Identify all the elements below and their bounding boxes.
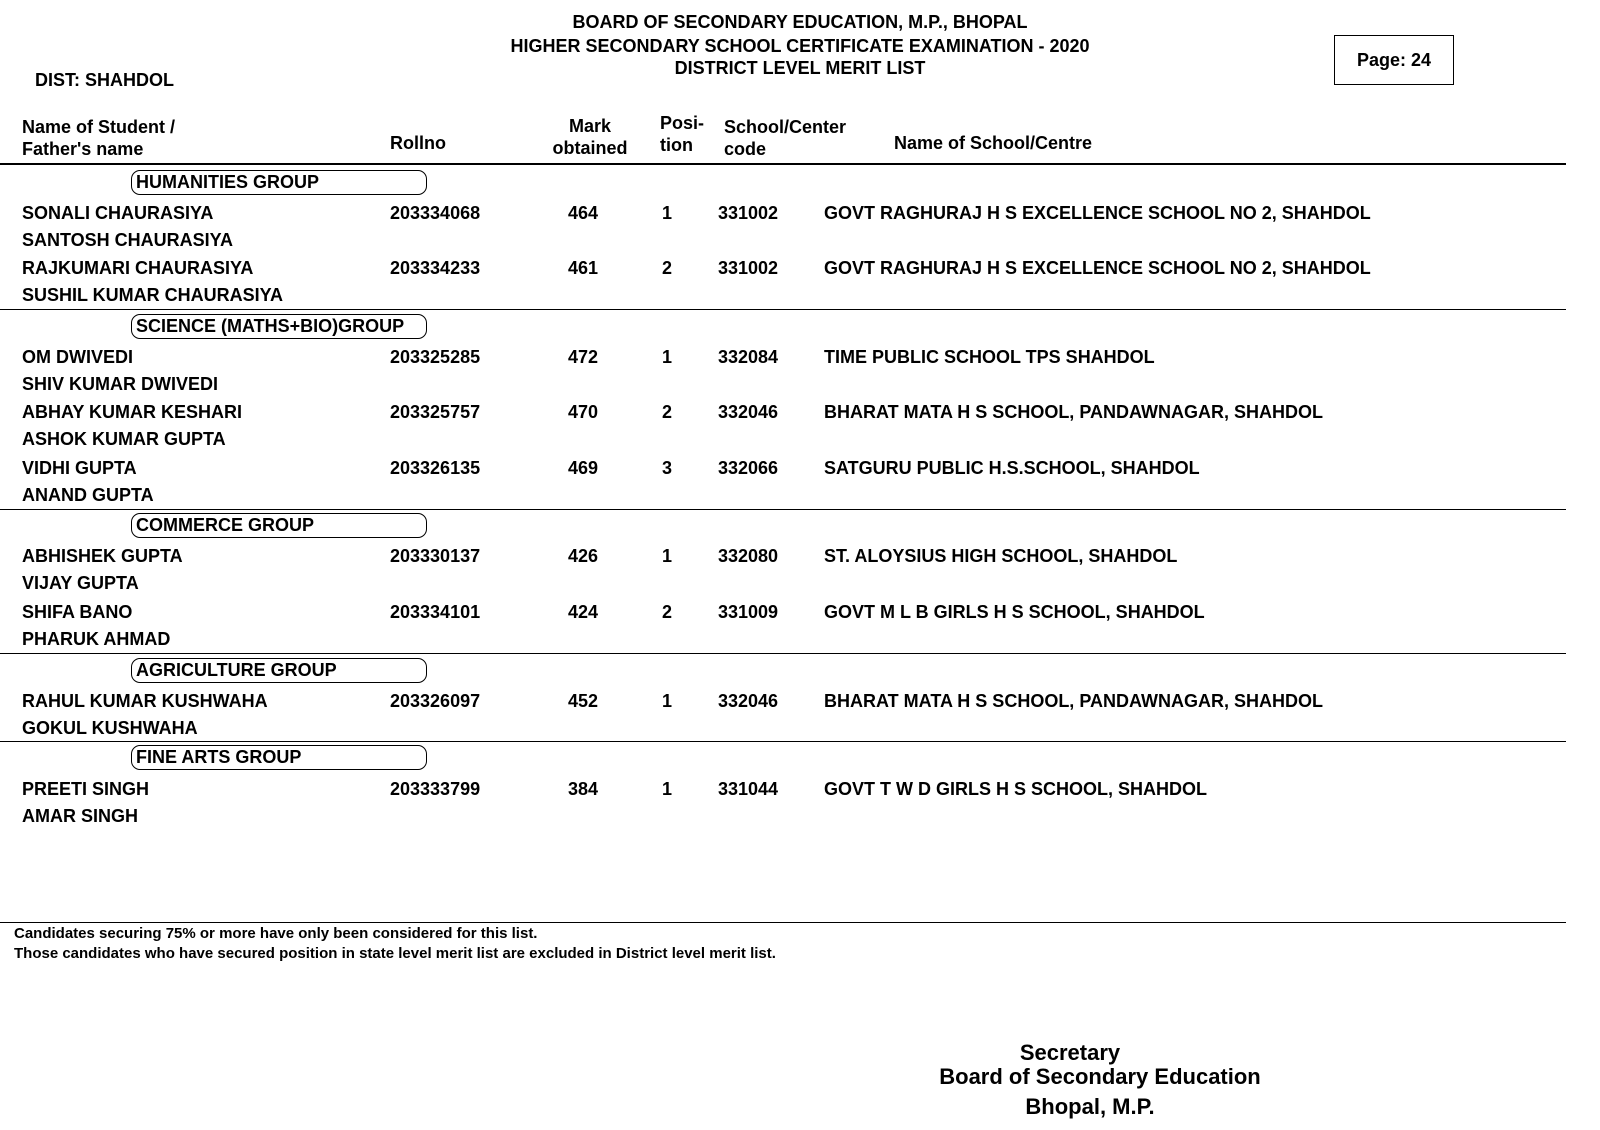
page-number: Page: 24 bbox=[1356, 49, 1432, 70]
school-name: GOVT T W D GIRLS H S SCHOOL, SHAHDOL bbox=[824, 779, 1208, 799]
school-name: GOVT RAGHURAJ H S EXCELLENCE SCHOOL NO 2, SHAHDOL bbox=[824, 258, 1371, 278]
student-marks: 461 bbox=[567, 258, 599, 278]
student-marks: 452 bbox=[567, 691, 599, 711]
father-name: VIJAY GUPTA bbox=[22, 573, 139, 593]
student-name: SONALI CHAURASIYA bbox=[22, 203, 214, 223]
school-name: TIME PUBLIC SCHOOL TPS SHAHDOL bbox=[824, 347, 1155, 367]
school-name: GOVT RAGHURAJ H S EXCELLENCE SCHOOL NO 2, SHAHDOL bbox=[824, 203, 1371, 223]
note-exclusion: Those candidates who have secured position in state level merit list are excluded in District level merit list. bbox=[14, 945, 776, 962]
group-label-agriculture: AGRICULTURE GROUP bbox=[131, 658, 427, 683]
student-rollno: 203334233 bbox=[390, 258, 481, 278]
student-marks: 426 bbox=[567, 546, 599, 566]
father-name: SUSHIL KUMAR CHAURASIYA bbox=[22, 285, 284, 305]
student-rollno: 203326097 bbox=[390, 691, 481, 711]
column-header-name-line1: Name of Student / bbox=[22, 117, 176, 137]
school-name: BHARAT MATA H S SCHOOL, PANDAWNAGAR, SHAHDOL bbox=[824, 402, 1323, 422]
column-header-position bbox=[660, 112, 704, 156]
column-header-rollno: Rollno bbox=[390, 133, 446, 153]
group-divider bbox=[0, 509, 1566, 510]
student-position: 2 bbox=[661, 258, 672, 278]
student-position: 3 bbox=[661, 458, 672, 478]
student-marks: 470 bbox=[567, 402, 599, 422]
student-marks: 384 bbox=[567, 779, 599, 799]
header-divider bbox=[0, 163, 1566, 165]
student-rollno: 203334101 bbox=[390, 602, 481, 622]
father-name: GOKUL KUSHWAHA bbox=[22, 718, 198, 738]
father-name: AMAR SINGH bbox=[22, 806, 138, 826]
school-code: 332046 bbox=[718, 402, 779, 422]
group-label-fine-arts: FINE ARTS GROUP bbox=[131, 745, 427, 770]
list-title: DISTRICT LEVEL MERIT LIST bbox=[674, 58, 926, 78]
father-name: SANTOSH CHAURASIYA bbox=[22, 230, 234, 250]
student-marks: 469 bbox=[567, 458, 599, 478]
student-name: RAJKUMARI CHAURASIYA bbox=[22, 258, 254, 278]
page-number-box bbox=[1334, 35, 1454, 85]
note-eligibility: Candidates securing 75% or more have only been considered for this list. bbox=[14, 925, 538, 942]
school-code: 331002 bbox=[718, 258, 779, 278]
signature-board: Board of Secondary Education bbox=[939, 1064, 1261, 1089]
student-rollno: 203326135 bbox=[390, 458, 481, 478]
student-marks: 472 bbox=[567, 347, 599, 367]
father-name: ANAND GUPTA bbox=[22, 485, 154, 505]
student-position: 1 bbox=[661, 691, 672, 711]
father-name: PHARUK AHMAD bbox=[22, 629, 171, 649]
student-name: ABHAY KUMAR KESHARI bbox=[22, 402, 243, 422]
signature-title: Secretary bbox=[1019, 1040, 1121, 1065]
column-header-marks-line1: Mark bbox=[568, 116, 612, 136]
student-rollno: 203333799 bbox=[390, 779, 481, 799]
column-header-code-line2: code bbox=[724, 139, 767, 159]
column-header-position-line2: tion bbox=[660, 135, 693, 155]
student-name: RAHUL KUMAR KUSHWAHA bbox=[22, 691, 268, 711]
group-divider bbox=[0, 653, 1566, 654]
student-marks: 464 bbox=[567, 203, 599, 223]
group-label-commerce: COMMERCE GROUP bbox=[131, 513, 427, 538]
column-header-marks bbox=[550, 115, 630, 159]
exam-title: HIGHER SECONDARY SCHOOL CERTIFICATE EXAMINATION - 2020 bbox=[510, 36, 1090, 56]
school-code: 332080 bbox=[718, 546, 779, 566]
column-header-name-line2: Father's name bbox=[22, 139, 144, 159]
student-rollno: 203325285 bbox=[390, 347, 481, 367]
student-position: 1 bbox=[661, 203, 672, 223]
school-code: 331044 bbox=[718, 779, 779, 799]
group-divider bbox=[0, 309, 1566, 310]
group-label-science: SCIENCE (MATHS+BIO)GROUP bbox=[131, 314, 427, 339]
school-code: 331002 bbox=[718, 203, 779, 223]
group-divider bbox=[0, 741, 1566, 742]
father-name: ASHOK KUMAR GUPTA bbox=[22, 429, 226, 449]
school-name: GOVT M L B GIRLS H S SCHOOL, SHAHDOL bbox=[824, 602, 1205, 622]
column-header-name bbox=[22, 116, 175, 160]
student-name: ABHISHEK GUPTA bbox=[22, 546, 183, 566]
student-position: 1 bbox=[661, 779, 672, 799]
student-rollno: 203334068 bbox=[390, 203, 481, 223]
student-rollno: 203325757 bbox=[390, 402, 481, 422]
board-title: BOARD OF SECONDARY EDUCATION, M.P., BHOPAL bbox=[572, 12, 1028, 32]
school-name: ST. ALOYSIUS HIGH SCHOOL, SHAHDOL bbox=[824, 546, 1178, 566]
student-position: 2 bbox=[661, 602, 672, 622]
column-header-position-line1: Posi- bbox=[660, 113, 705, 133]
father-name: SHIV KUMAR DWIVEDI bbox=[22, 374, 219, 394]
student-name: SHIFA BANO bbox=[22, 602, 133, 622]
column-header-marks-line2: obtained bbox=[552, 138, 628, 158]
footer-divider bbox=[0, 922, 1566, 923]
student-position: 1 bbox=[661, 347, 672, 367]
student-rollno: 203330137 bbox=[390, 546, 481, 566]
signature-location: Bhopal, M.P. bbox=[1025, 1094, 1155, 1119]
district-label: DIST: SHAHDOL bbox=[35, 70, 174, 90]
school-name: SATGURU PUBLIC H.S.SCHOOL, SHAHDOL bbox=[824, 458, 1200, 478]
column-header-school: Name of School/Centre bbox=[894, 133, 1093, 153]
school-code: 332046 bbox=[718, 691, 779, 711]
student-position: 1 bbox=[661, 546, 672, 566]
school-code: 332066 bbox=[718, 458, 779, 478]
student-name: VIDHI GUPTA bbox=[22, 458, 137, 478]
student-name: OM DWIVEDI bbox=[22, 347, 133, 367]
student-marks: 424 bbox=[567, 602, 599, 622]
school-code: 332084 bbox=[718, 347, 779, 367]
student-name: PREETI SINGH bbox=[22, 779, 150, 799]
column-header-code bbox=[724, 116, 846, 160]
student-position: 2 bbox=[661, 402, 672, 422]
school-name: BHARAT MATA H S SCHOOL, PANDAWNAGAR, SHAHDOL bbox=[824, 691, 1323, 711]
group-label-humanities: HUMANITIES GROUP bbox=[131, 170, 427, 195]
column-header-code-line1: School/Center bbox=[724, 117, 847, 137]
school-code: 331009 bbox=[718, 602, 779, 622]
